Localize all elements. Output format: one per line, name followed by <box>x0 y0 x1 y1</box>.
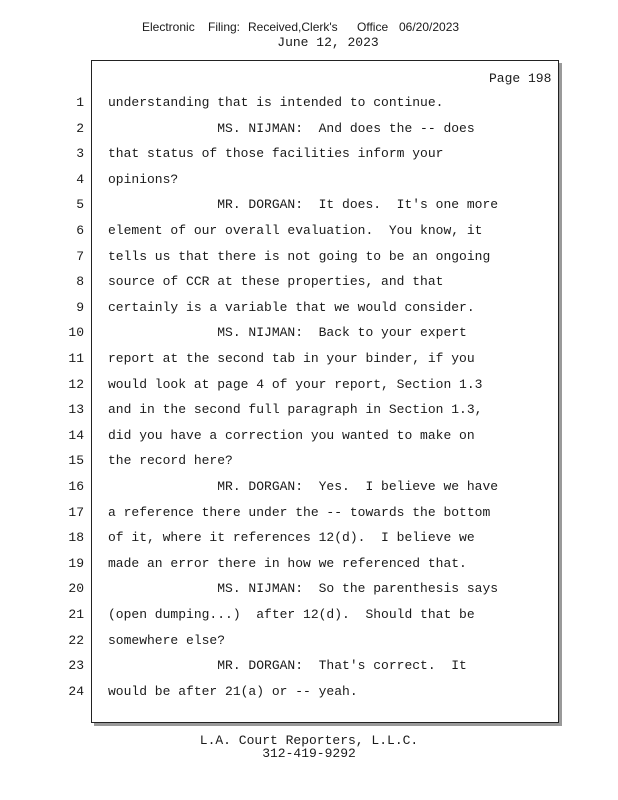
line-number: 2 <box>76 120 84 136</box>
line-number: 19 <box>68 555 84 571</box>
transcript-date: June 12, 2023 <box>277 35 379 50</box>
line-number: 20 <box>68 581 84 597</box>
line-text: MR. DORGAN: That's correct. It <box>108 658 467 674</box>
line-text: made an error there in how we referenced that. <box>108 555 467 571</box>
line-number: 8 <box>76 274 84 290</box>
transcript-line <box>0 684 618 702</box>
transcript-line <box>0 453 618 471</box>
reporter-company: L.A. Court Reporters, L.L.C. <box>199 733 419 748</box>
line-number: 18 <box>68 530 84 546</box>
line-text: and in the second full paragraph in Section 1.3, <box>108 402 483 418</box>
transcript-line <box>0 197 618 215</box>
transcript-line <box>0 607 618 625</box>
line-number: 16 <box>68 479 84 494</box>
line-number: 3 <box>76 146 84 162</box>
reporter-phone: 312-419-9292 <box>262 746 356 761</box>
line-text: (open dumping...) after 12(d). Should that be <box>108 607 475 622</box>
transcript-line <box>0 530 618 548</box>
line-number: 4 <box>76 171 84 187</box>
line-text: understanding that is intended to continue. <box>108 95 444 110</box>
stamp-office: Office <box>357 20 389 34</box>
transcript-line <box>0 402 618 420</box>
transcript-line <box>0 479 618 497</box>
transcript-line <box>0 581 618 599</box>
stamp-filing: Filing: <box>208 20 241 34</box>
transcript-line <box>0 428 618 446</box>
stamp-electronic: Electronic <box>142 20 195 34</box>
line-text: would be after 21(a) or -- yeah. <box>108 683 358 699</box>
line-number: 9 <box>76 299 84 315</box>
line-number: 1 <box>76 95 84 110</box>
transcript-line <box>0 146 618 164</box>
transcript-line <box>0 351 618 369</box>
line-text: certainly is a variable that we would consider. <box>108 299 475 315</box>
line-text: source of CCR at these properties, and that <box>108 274 444 290</box>
line-text: the record here? <box>108 453 233 469</box>
transcript-line <box>0 300 618 318</box>
line-number: 22 <box>68 632 84 648</box>
line-text: would look at page 4 of your report, Section 1.3 <box>108 376 483 392</box>
line-number: 21 <box>68 607 84 622</box>
line-text: MS. NIJMAN: And does the -- does <box>108 120 475 136</box>
line-number: 10 <box>68 325 84 341</box>
line-text: of it, where it references 12(d). I believe we <box>108 530 475 546</box>
transcript-line <box>0 121 618 139</box>
stamp-received: Received,Clerk's <box>248 20 338 34</box>
line-number: 15 <box>68 453 84 469</box>
line-text: element of our overall evaluation. You know, it <box>108 223 483 238</box>
line-text: MS. NIJMAN: So the parenthesis says <box>108 581 499 597</box>
line-number: 24 <box>68 683 84 699</box>
line-number: 17 <box>68 504 84 520</box>
line-text: tells us that there is not going to be an ongoing <box>108 248 491 264</box>
page-number: Page 198 <box>489 71 552 86</box>
line-number: 11 <box>68 351 84 366</box>
transcript-line <box>0 556 618 574</box>
transcript-line <box>0 658 618 676</box>
line-number: 14 <box>68 427 84 443</box>
line-number: 6 <box>76 223 84 238</box>
line-text: somewhere else? <box>108 632 226 648</box>
line-number: 7 <box>76 248 84 264</box>
line-number: 12 <box>68 376 84 392</box>
line-text: MR. DORGAN: It does. It's one more <box>108 197 499 213</box>
line-text: MS. NIJMAN: Back to your expert <box>108 325 467 341</box>
transcript-line <box>0 505 618 523</box>
transcript-line <box>0 633 618 651</box>
transcript-line <box>0 249 618 267</box>
transcript-line <box>0 172 618 190</box>
transcript-line <box>0 223 618 241</box>
line-text: a reference there under the -- towards the bottom <box>108 504 491 520</box>
transcript-line <box>0 95 618 113</box>
line-text: report at the second tab in your binder, if you <box>108 351 475 366</box>
line-number: 5 <box>76 197 84 213</box>
transcript-line <box>0 325 618 343</box>
line-text: did you have a correction you wanted to make on <box>108 427 475 443</box>
line-text: that status of those facilities inform your <box>108 146 444 162</box>
stamp-date: 06/20/2023 <box>399 20 460 34</box>
transcript-line <box>0 274 618 292</box>
line-text: opinions? <box>108 171 179 187</box>
transcript-line <box>0 377 618 395</box>
line-text: MR. DORGAN: Yes. I believe we have <box>108 479 499 494</box>
line-number: 23 <box>68 658 84 674</box>
line-number: 13 <box>68 402 84 418</box>
